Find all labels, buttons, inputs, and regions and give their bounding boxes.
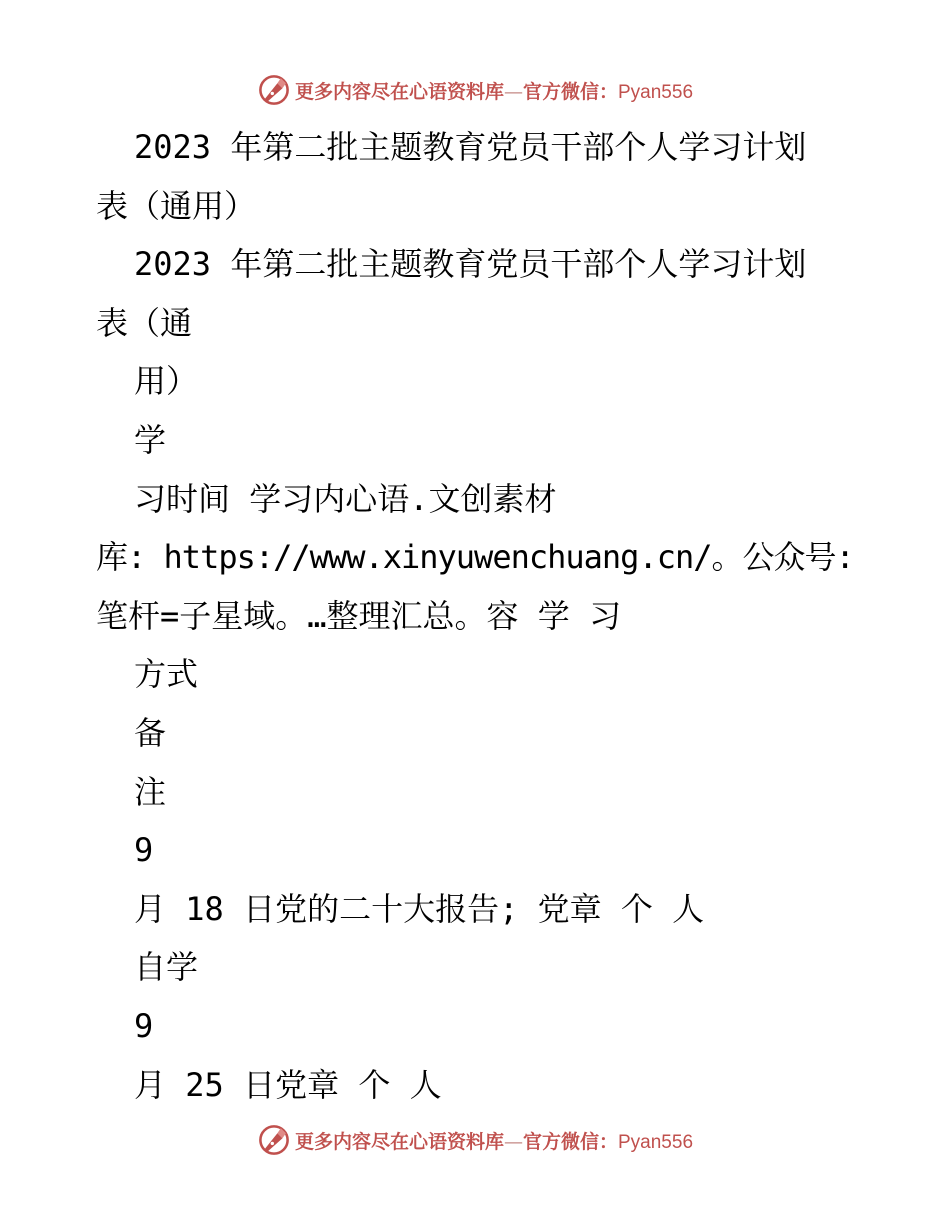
body-line: 习时间 学习内心语.文创素材 <box>134 479 557 518</box>
body-line: 9 <box>134 831 154 870</box>
header-watermark-text <box>295 77 693 104</box>
body-line: 9 <box>134 1006 154 1045</box>
header-watermark <box>0 70 950 110</box>
body-line: 2023 年第二批主题教育党员干部个人学习计划 <box>134 245 807 284</box>
footer-wechat-label: 官方微信： <box>522 1130 618 1153</box>
header-wechat-id: Pyan556 <box>618 81 694 103</box>
body-line: 学 <box>134 420 167 459</box>
body-line: 笔杆=子星域。…整理汇总。容 学 习 <box>96 596 622 635</box>
body-line: 自学 <box>134 948 199 987</box>
footer-watermark <box>0 1120 950 1160</box>
header-separator: — <box>503 80 523 103</box>
footer-separator: — <box>503 1130 523 1153</box>
body-line: 备 <box>134 713 167 752</box>
body-line: 月 25 日党章 个 人 <box>134 1065 442 1104</box>
footer-watermark-text <box>295 1127 693 1154</box>
body-line: 库: https://www.xinyuwenchuang.cn/。公众号: <box>96 538 854 577</box>
body-line: 注 <box>134 772 167 811</box>
footer-wechat-id: Pyan556 <box>618 1131 694 1153</box>
pen-nib-icon <box>257 1123 291 1157</box>
header-brand: 更多内容尽在心语资料库 <box>294 80 504 103</box>
body-line: 月 18 日党的二十大报告; 党章 个 人 <box>134 889 705 928</box>
body-line: 方式 <box>134 655 199 694</box>
header-watermark-inner <box>257 73 693 107</box>
footer-watermark-inner <box>257 1123 693 1157</box>
body-line: 用） <box>134 362 199 401</box>
body-line: 表（通用） <box>96 186 257 225</box>
body-line: 2023 年第二批主题教育党员干部个人学习计划 <box>134 128 807 166</box>
header-wechat-label: 官方微信： <box>522 80 618 103</box>
body-line: 表（通 <box>96 303 193 342</box>
pen-nib-icon <box>257 73 291 107</box>
footer-brand: 更多内容尽在心语资料库 <box>294 1130 504 1153</box>
document-body <box>96 118 856 1114</box>
